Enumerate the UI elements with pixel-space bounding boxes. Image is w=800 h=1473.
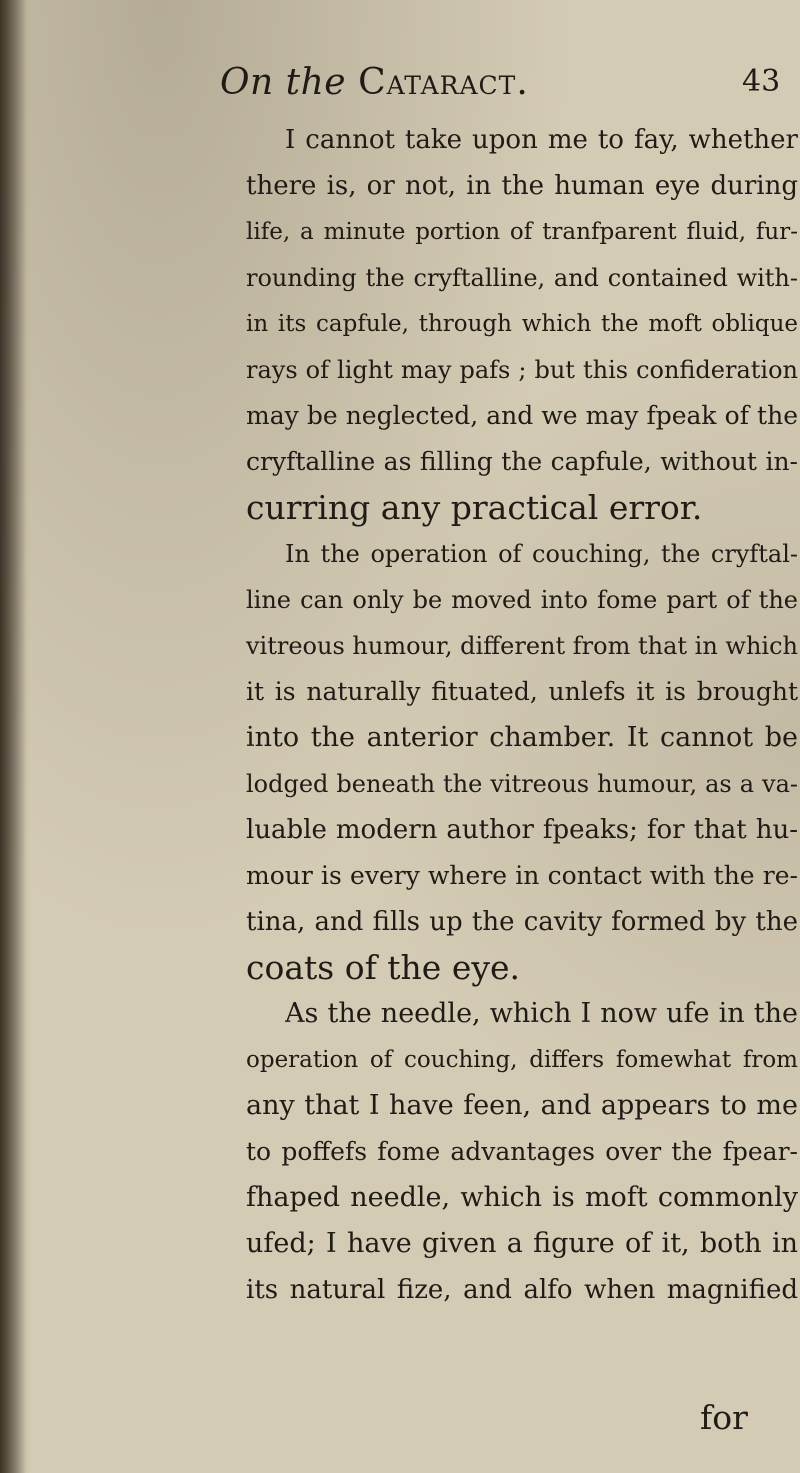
text-line: coats of the eye. (246, 948, 521, 987)
text-line: rays of light may pafs ; but this confideration (246, 356, 798, 384)
text-line: I cannot take upon me to fay, whether (285, 125, 798, 155)
text-line: it is naturally fituated, unlefs it is brought (246, 677, 798, 706)
running-title-main: Cataract. (358, 62, 529, 103)
text-line: any that I have feen, and appears to me (246, 1090, 798, 1121)
page-header (0, 62, 800, 112)
text-line: vitreous humour, different from that in which (246, 632, 798, 660)
running-title-prefix: On the (220, 62, 347, 103)
catchword: for (700, 1398, 748, 1437)
text-line: in its capfule, through which the moft oblique (246, 311, 798, 337)
text-line: tina, and fills up the cavity formed by the (246, 907, 798, 937)
text-line: may be neglected, and we may fpeak of the (246, 401, 798, 430)
text-line: life, a minute portion of tranfparent fluid, fur- (246, 219, 798, 245)
text-line: cryftalline as filling the capfule, without in- (246, 447, 798, 476)
text-line: As the needle, which I now ufe in the (285, 998, 798, 1029)
binding-shadow (0, 0, 26, 1473)
text-line: operation of couching, differs fomewhat from (246, 1047, 798, 1073)
text-line: ufed; I have given a figure of it, both in (246, 1228, 798, 1259)
page-number: 43 (742, 64, 781, 99)
text-line: there is, or not, in the human eye during (246, 171, 798, 201)
running-title (220, 62, 529, 103)
text-line: to poffefs fome advantages over the fpear- (246, 1137, 798, 1166)
text-line: lodged beneath the vitreous humour, as a va- (246, 770, 798, 798)
text-line: its natural fize, and alfo when magnified (246, 1275, 798, 1305)
text-line: rounding the cryftalline, and contained with- (246, 264, 798, 292)
text-line: curring any practical error. (246, 488, 703, 527)
text-line: into the anterior chamber. It cannot be (246, 722, 798, 753)
text-line: mour is every where in contact with the re- (246, 861, 798, 890)
text-line: In the operation of couching, the cryftal- (285, 540, 798, 568)
text-line: fhaped needle, which is moft commonly (246, 1182, 798, 1213)
text-line: luable modern author fpeaks; for that hu- (246, 815, 798, 845)
text-line: line can only be moved into fome part of the (246, 586, 798, 614)
